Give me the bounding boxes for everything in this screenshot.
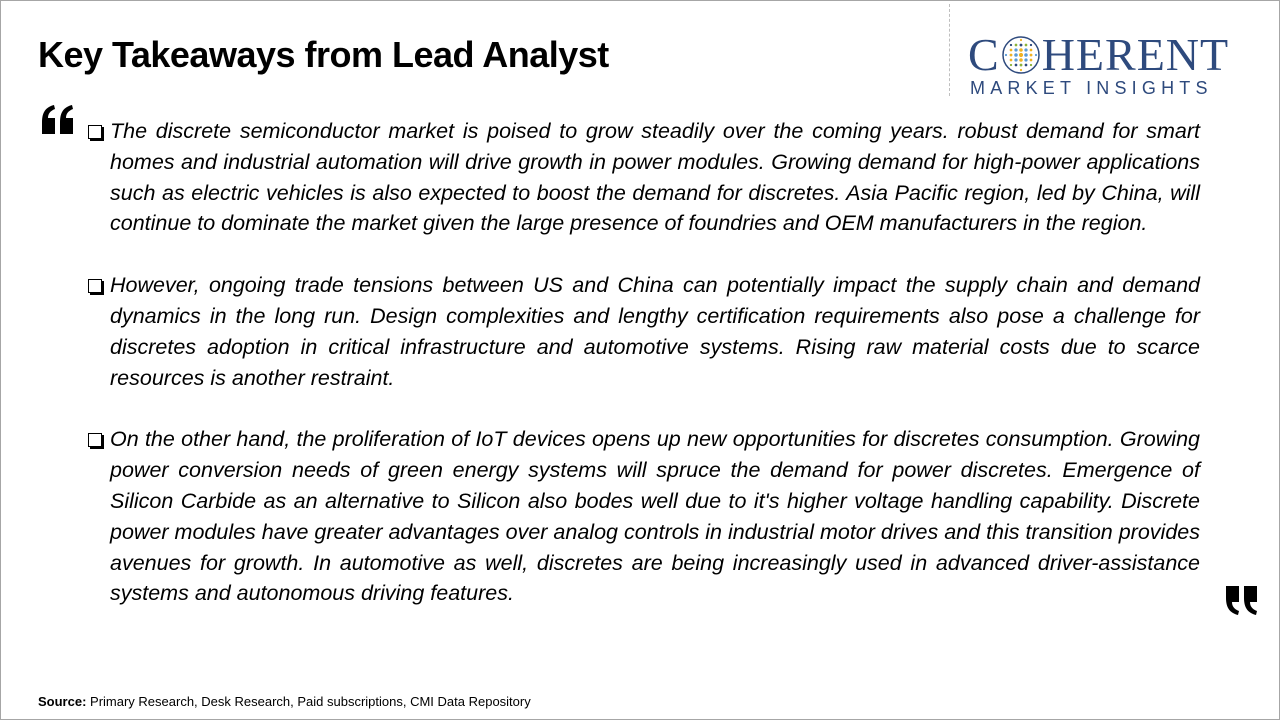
takeaway-item — [86, 270, 1200, 393]
logo-dot — [1024, 64, 1027, 67]
takeaway-text: However, ongoing trade tensions between US and China can potentially impact the supply chain and demand dynamics in the long run. Design complexities and lengthy certification requirements also pose a challenge for discretes adoption in critical infrastructure and automotive systems. Rising raw material costs due to scarce resources is another restraint. — [110, 273, 1200, 390]
logo-wordmark — [968, 29, 1230, 80]
page-title: Key Takeaways from Lead Analyst — [38, 34, 609, 75]
close-quote-icon — [1224, 584, 1260, 616]
source-text: Primary Research, Desk Research, Paid subscriptions, CMI Data Repository — [86, 694, 531, 709]
logo-dot — [1019, 58, 1023, 62]
logo-dot — [1019, 64, 1022, 67]
takeaway-item — [86, 116, 1200, 239]
logo-dot — [1014, 58, 1017, 61]
takeaway-item — [86, 424, 1200, 609]
logo-dot — [1030, 64, 1032, 66]
logo-dot-globe-icon — [1001, 35, 1041, 75]
logo-letters-herent: HERENT — [1041, 29, 1230, 80]
checkbox-bullet-icon — [88, 433, 102, 447]
logo-dot — [1019, 44, 1022, 47]
takeaway-text: On the other hand, the proliferation of IoT devices opens up new opportunities for discretes consumption. Growing power conversion needs of green energy systems will spruce the demand for power discretes. Emergence of Silicon Carbide as an alternative to Silicon also bodes well due to it's higher voltage handling capability. Discrete power modules have greater advantages over analog controls in industrial motor drives and this transition provides avenues for growth. In automotive as well, discretes are being increasingly used in advanced driver-assistance systems and autonomous driving features. — [110, 427, 1200, 606]
logo-dot — [1014, 64, 1017, 67]
source-note — [38, 694, 531, 709]
logo-dot — [1010, 44, 1012, 46]
logo-dot — [1029, 54, 1032, 57]
takeaway-text: The discrete semiconductor market is poised to grow steadily over the coming years. robust demand for smart homes and industrial automation will drive growth in power modules. Growing demand for high-power applications such as electric vehicles is also expected to boost the demand for discretes. Asia Pacific region, led by China, will continue to dominate the market given the large presence of foundries and OEM manufacturers in the region. — [110, 119, 1200, 236]
logo-dot — [1014, 53, 1018, 57]
logo-dot — [1020, 39, 1022, 41]
source-label: Source: — [38, 694, 87, 709]
logo-dot — [1029, 49, 1032, 52]
logo-dot — [1024, 44, 1027, 47]
logo-tagline: MARKET INSIGHTS — [970, 78, 1213, 98]
logo-dot — [1035, 54, 1037, 56]
logo-dot — [1009, 49, 1012, 52]
logo-dot — [1019, 53, 1023, 57]
logo-dot — [1030, 44, 1032, 46]
company-logo — [968, 29, 1260, 100]
logo-dot — [1014, 44, 1017, 47]
logo-dot — [1024, 53, 1028, 57]
logo-dot — [1024, 58, 1027, 61]
logo-dot — [1009, 54, 1012, 57]
checkbox-bullet-icon — [88, 125, 102, 139]
logo-dot — [1029, 59, 1032, 62]
logo-dot — [1014, 48, 1017, 51]
logo-dot — [1005, 54, 1007, 56]
logo-dot — [1009, 59, 1012, 62]
header-divider — [949, 4, 950, 96]
takeaways-list — [86, 116, 1200, 640]
logo-dot — [1020, 69, 1022, 71]
logo-dot — [1010, 64, 1012, 66]
open-quote-icon — [40, 104, 76, 136]
logo-dot — [1024, 48, 1027, 51]
logo-dot — [1019, 48, 1023, 52]
checkbox-bullet-icon — [88, 279, 102, 293]
logo-letter-c: C — [968, 29, 1000, 80]
